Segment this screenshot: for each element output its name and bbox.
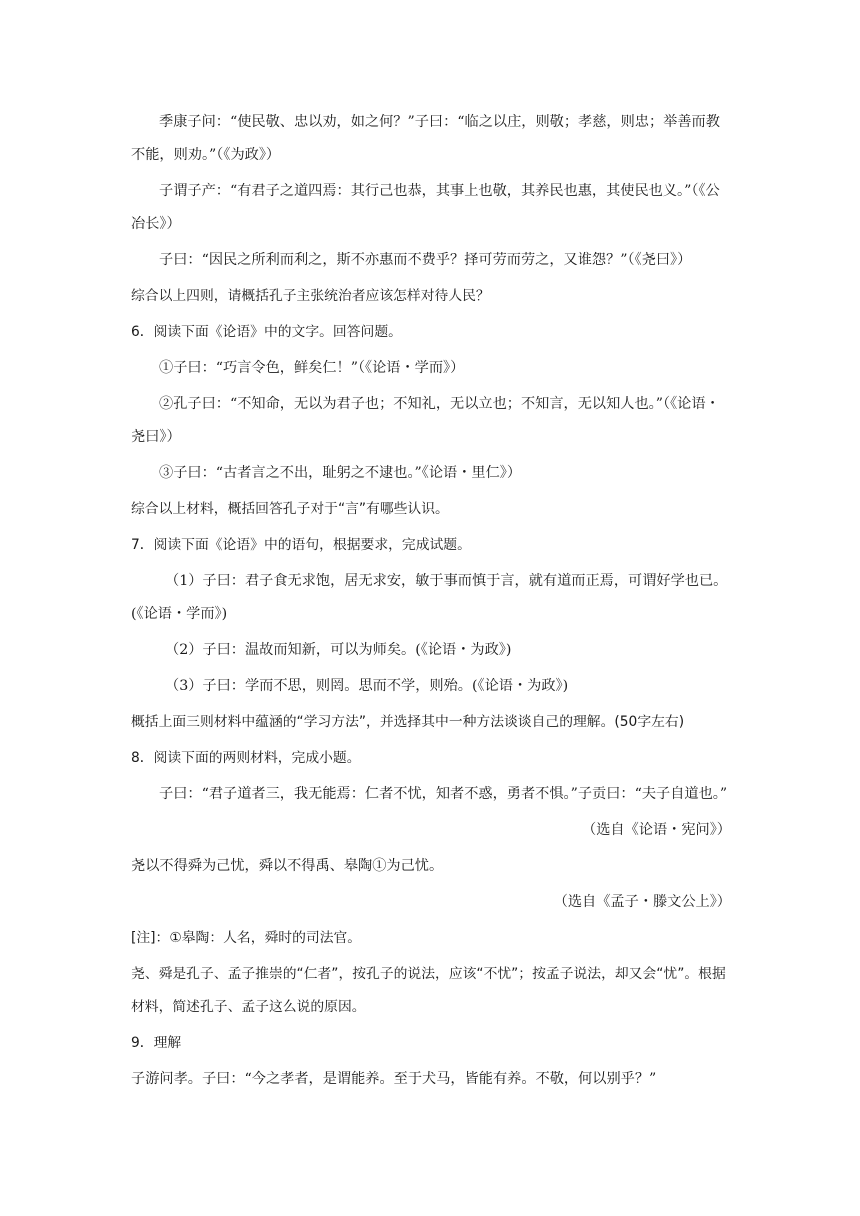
question-7-item-1: （1）子曰：君子食无求饱，居无求安，敏于事而慎于言，就有道而正焉，可谓好学也已。(《论语・学而》) bbox=[131, 573, 728, 622]
question-7-heading: 7．阅读下面《论语》中的语句，根据要求，完成试题。 bbox=[131, 537, 471, 553]
question-8-material-2: 尧以不得舜为己忧，舜以不得禹、皋陶①为己忧。 bbox=[131, 858, 444, 874]
question-8-source-2: （选自《孟子・滕文公上》） bbox=[553, 894, 731, 910]
question-8-heading: 8．阅读下面的两则材料，完成小题。 bbox=[131, 750, 361, 766]
question-6-item-3: ③子曰：“古者言之不出，耻躬之不逮也。”《论语・里仁》） bbox=[159, 465, 522, 481]
passage-jikangzi: 季康子问：“使民敬、忠以劝，如之何？”子曰：“临之以庄，则敬；孝慈，则忠；举善而教不能，则劝。”（《为政》） bbox=[131, 114, 720, 163]
question-8-prompt: 尧、舜是孔子、孟子推崇的“仁者”，按孔子的说法，应该“不忧”；按孟子说法，却又会“忧”。根据材料，简述孔子、孟子这么说的原因。 bbox=[131, 966, 726, 1015]
document-page bbox=[131, 106, 731, 1099]
question-8-source-1: （选自《论语・宪问》） bbox=[582, 822, 731, 838]
question-9-heading: 9．理解 bbox=[131, 1035, 182, 1051]
passage-zichan: 子谓子产：“有君子之道四焉：其行己也恭，其事上也敬，其养民也惠，其使民也义。”（《公冶长》） bbox=[131, 183, 720, 232]
question-6-item-2: ②孔子曰：“不知命，无以为君子也；不知礼，无以立也；不知言，无以知人也。”（《论语・尧曰》） bbox=[131, 396, 720, 445]
question-7-item-2: （2）子曰：温故而知新，可以为师矣。(《论语・为政》) bbox=[165, 642, 512, 658]
question-6-prompt: 综合以上材料，概括回答孔子对于“言”有哪些认识。 bbox=[131, 501, 449, 517]
question-8-note: [注]：①皋陶：人名，舜时的司法官。 bbox=[131, 930, 362, 946]
question-6-heading: 6．阅读下面《论语》中的文字。回答问题。 bbox=[131, 324, 402, 340]
question-8-material-1: 子曰：“君子道者三，我无能焉：仁者不忧，知者不惑，勇者不惧。”子贡曰：“夫子自道也。” bbox=[159, 786, 728, 802]
question-5-prompt: 综合以上四则，请概括孔子主张统治者应该怎样对待人民？ bbox=[131, 288, 490, 304]
question-6-item-1: ①子曰：“巧言令色，鲜矣仁！”（《论语・学而》） bbox=[159, 360, 465, 376]
question-9-passage: 子游问孝。子曰：“今之孝者，是谓能养。至于犬马，皆能有养。不敬，何以别乎？” bbox=[131, 1071, 657, 1087]
question-7-prompt: 概括上面三则材料中蕴涵的“学习方法”，并选择其中一种方法谈谈自己的理解。(50字左右) bbox=[131, 714, 685, 730]
passage-yaoyue: 子曰：“因民之所利而利之，斯不亦惠而不费乎？择可劳而劳之，又谁怨？”（《尧曰》） bbox=[159, 252, 692, 268]
question-7-item-3: （3）子曰：学而不思，则罔。思而不学，则殆。(《论语・为政》) bbox=[165, 678, 569, 694]
